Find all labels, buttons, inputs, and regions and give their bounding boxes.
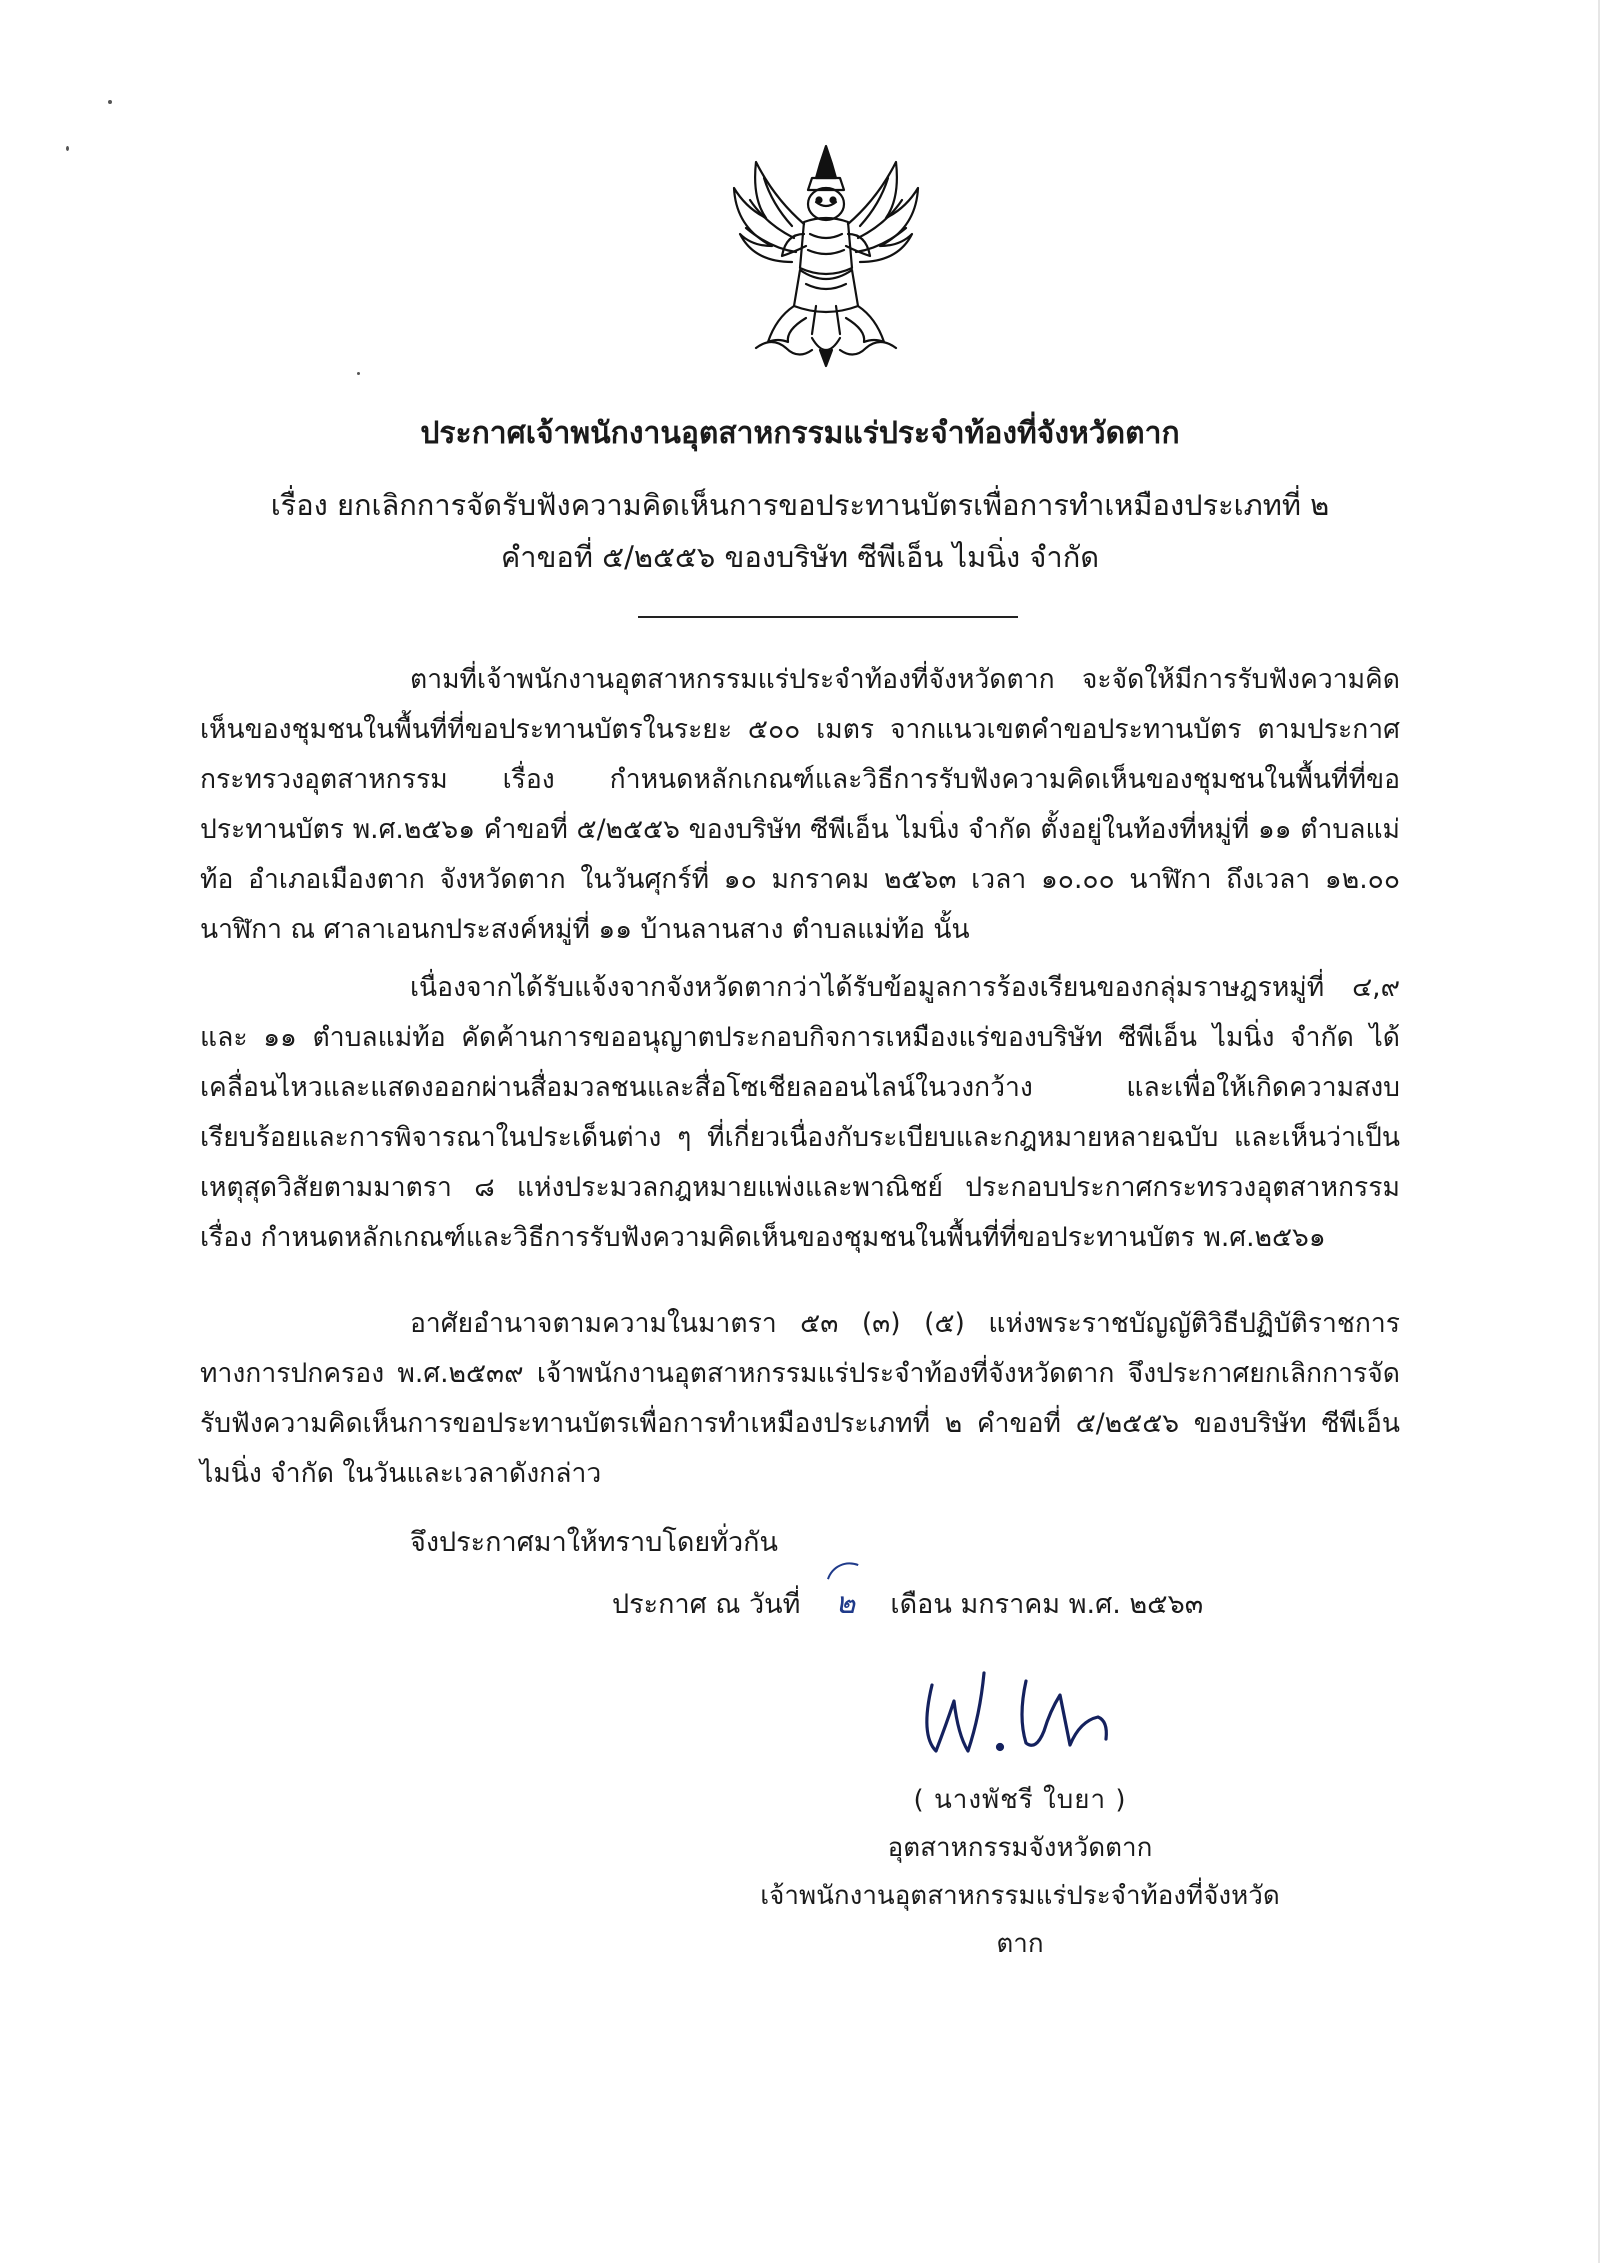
signer-name: ( นางพัชรี ใบยา )	[913, 1785, 1127, 1815]
body-paragraph-2	[200, 963, 1400, 1263]
date-suffix: เดือน มกราคม พ.ศ. ๒๕๖๓	[890, 1589, 1204, 1620]
body-paragraph-3	[200, 1299, 1400, 1499]
paragraph-text: เนื่องจากได้รับแจ้งจากจังหวัดตากว่าได้รับข้อมูลการร้องเรียนของกลุ่มราษฎรหมู่ที่ ๔,๙ และ ๑๑ ตำบลแม่ท้อ คัดค้านการขออนุญาตประกอบกิจการเหมืองแร่ของบริษัท ซีพีเอ็น ไมนิ่ง จำกัด ได้เคลื่อนไหวและแสดงออกผ่านสื่อมวลชนและสื่อโซเชียลออนไลน์ในวงกว้าง และเพื่อให้เกิดความสงบเรียบร้อยและการพิจารณาในประเด็นต่าง ๆ ที่เกี่ยวเนื่องกับระเบียบและกฎหมายหลายฉบับ และเห็นว่าเป็นเหตุสุดวิสัยตามมาตรา ๘ แห่งประมวลกฎหมายแพ่งและพาณิชย์ ประกอบประกาศกระทรวงอุตสาหกรรม เรื่อง กำหนดหลักเกณฑ์และวิธีการรับฟังความคิดเห็นของชุมชนในพื้นที่ที่ขอประทานบัตร พ.ศ.๒๕๖๑	[200, 972, 1400, 1253]
paragraph-text: ตามที่เจ้าพนักงานอุตสาหกรรมแร่ประจำท้องที่จังหวัดตาก จะจัดให้มีการรับฟังความคิดเห็นของชุมชนในพื้นที่ที่ขอประทานบัตรในระยะ ๕๐๐ เมตร จากแนวเขตคำขอประทานบัตร ตามประกาศกระทรวงอุตสาหกรรม เรื่อง กำหนดหลักเกณฑ์และวิธีการรับฟังความคิดเห็นของชุมชนในพื้นที่ที่ขอประทานบัตร พ.ศ.๒๕๖๑ คำขอที่ ๕/๒๕๕๖ ของบริษัท ซีพีเอ็น ไมนิ่ง จำกัด ตั้งอยู่ในท้องที่หมู่ที่ ๑๑ ตำบลแม่ท้อ อำเภอเมืองตาก จังหวัดตาก ในวันศุกร์ที่ ๑๐ มกราคม ๒๕๖๓ เวลา ๑๐.๐๐ นาฬิกา ถึงเวลา ๑๒.๐๐ นาฬิกา ณ ศาลาเอนกประสงค์หมู่ที่ ๑๑ บ้านลานสาง ตำบลแม่ท้อ นั้น	[200, 664, 1400, 945]
closing-statement: จึงประกาศมาให้ทราบโดยทั่วกัน	[410, 1527, 778, 1558]
subject-request-line: คำขอที่ ๕/๒๕๕๖ ของบริษัท ซีพีเอ็น ไมนิ่ง จำกัด	[500, 540, 1100, 574]
scan-speck	[66, 146, 69, 151]
date-prefix: ประกาศ ณ วันที่	[612, 1589, 801, 1620]
handwritten-signature	[910, 1655, 1150, 1775]
scan-speck	[357, 372, 360, 375]
paragraph-text: อาศัยอำนาจตามความในมาตรา ๕๓ (๓) (๕) แห่งพระราชบัญญัติวิธีปฏิบัติราชการทางการปกครอง พ.ศ.๒๕๓๙ เจ้าพนักงานอุตสาหกรรมแร่ประจำท้องที่จังหวัดตาก จึงประกาศยกเลิกการจัดรับฟังความคิดเห็นการขอประทานบัตรเพื่อการทำเหมืองประเภทที่ ๒ คำขอที่ ๕/๒๕๕๖ ของบริษัท ซีพีเอ็น ไมนิ่ง จำกัด ในวันและเวลาดังกล่าว	[200, 1308, 1400, 1489]
garuda-emblem-icon	[716, 138, 936, 370]
scan-speck	[108, 100, 112, 104]
body-paragraph-1	[200, 655, 1400, 955]
title-divider	[638, 616, 1018, 618]
announcement-title: ประกาศเจ้าพนักงานอุตสาหกรรมแร่ประจำท้องที่จังหวัดตาก	[420, 416, 1180, 451]
signer-official-title: เจ้าพนักงานอุตสาหกรรมแร่ประจำท้องที่จังหวัดตาก	[760, 1881, 1280, 1959]
subject-line: เรื่อง ยกเลิกการจัดรับฟังความคิดเห็นการขอประทานบัตรเพื่อการทำเหมืองประเภทที่ ๒	[270, 488, 1330, 522]
signer-position: อุตสาหกรรมจังหวัดตาก	[887, 1833, 1153, 1863]
handwritten-day: ๒	[814, 1580, 876, 1627]
signer-block	[760, 1776, 1280, 1968]
announcement-date	[612, 1580, 1203, 1627]
